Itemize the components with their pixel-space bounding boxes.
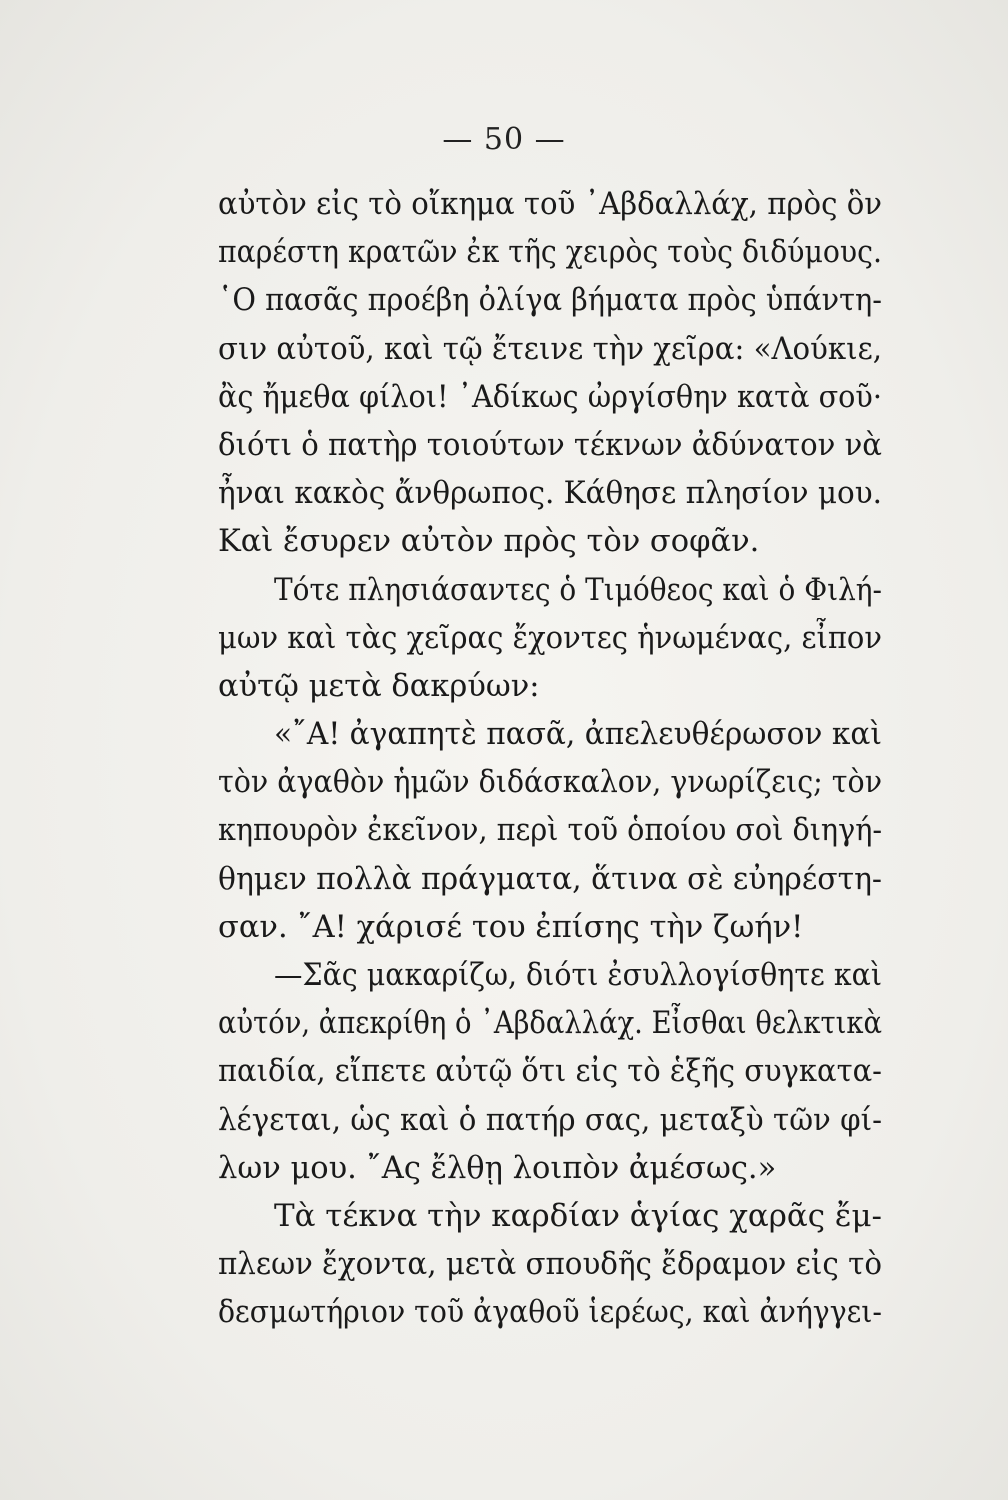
text-line bbox=[218, 807, 882, 855]
text-line bbox=[218, 1145, 882, 1193]
text-line-content: τὸν ἀγαθὸν ἡμῶν διδάσκαλον, γνωρίζεις; τὸν bbox=[218, 765, 883, 801]
text-line-content: ῾Ο πασᾶς προέβη ὀλίγα βήματα πρὸς ὑπάντη- bbox=[218, 283, 882, 319]
text-line bbox=[218, 567, 882, 615]
text-line bbox=[218, 518, 882, 566]
text-line-content: παιδία, εἴπετε αὐτῷ ὅτι εἰς τὸ ἑξῆς συγκατα- bbox=[218, 1054, 882, 1090]
text-line-content: κηπουρὸν ἐκεῖνον, περὶ τοῦ ὁποίου σοὶ διηγή- bbox=[218, 813, 883, 849]
text-line bbox=[218, 615, 882, 663]
text-line-content: λων μου. ῎Ας ἔλθῃ λοιπὸν ἀμέσως.» bbox=[218, 1150, 777, 1186]
text-line-content: ἂς ἤμεθα φίλοι! ᾿Αδίκως ὠργίσθην κατὰ σοῦ· bbox=[218, 379, 882, 415]
text-line-content: Καὶ ἔσυρεν αὐτὸν πρὸς τὸν σοφᾶν. bbox=[218, 524, 760, 560]
text-line-content: ἦναι κακὸς ἄνθρωπος. Κάθησε πλησίον μου. bbox=[218, 476, 883, 512]
text-line bbox=[218, 663, 882, 711]
text-line bbox=[218, 1000, 882, 1048]
text-line bbox=[218, 374, 882, 422]
text-line bbox=[218, 856, 882, 904]
text-line bbox=[218, 1193, 882, 1241]
text-line-content: Τότε πλησιάσαντες ὁ Τιμόθεος καὶ ὁ Φιλή- bbox=[274, 572, 882, 608]
text-line bbox=[218, 1241, 882, 1289]
body-text bbox=[218, 181, 882, 1338]
text-line bbox=[218, 1048, 882, 1096]
text-line-content: αὐτῷ μετὰ δακρύων: bbox=[218, 668, 540, 704]
text-line-content: αὐτὸν εἰς τὸ οἴκημα τοῦ ᾿Αβδαλλάχ, πρὸς ὃν bbox=[218, 187, 883, 222]
text-line bbox=[218, 181, 882, 229]
text-line-content: δεσμωτήριον τοῦ ἀγαθοῦ ἱερέως, καὶ ἀνήγγει- bbox=[218, 1295, 882, 1331]
text-line bbox=[218, 759, 882, 807]
text-line bbox=[218, 1097, 882, 1145]
text-line-content: διότι ὁ πατὴρ τοιούτων τέκνων ἀδύνατον νὰ bbox=[218, 427, 882, 463]
text-line-content: παρέστη κρατῶν ἐκ τῆς χειρὸς τοὺς διδύμους. bbox=[218, 235, 882, 271]
text-line-content: —Σᾶς μακαρίζω, διότι ἐσυλλογίσθητε καὶ bbox=[274, 958, 882, 993]
text-line-content: «῎Α! ἀγαπητὲ πασᾶ, ἀπελευθέρωσον καὶ bbox=[274, 717, 882, 753]
text-line-content: Τὰ τέκνα τὴν καρδίαν ἁγίας χαρᾶς ἔμ- bbox=[274, 1198, 882, 1234]
text-line-content: αὐτόν, ἀπεκρίθη ὁ ᾿Αβδαλλάχ. Εἶσθαι θελκτικὰ bbox=[218, 1006, 882, 1042]
text-line bbox=[218, 904, 882, 952]
text-line-content: θημεν πολλὰ πράγματα, ἅτινα σὲ εὐηρέστη- bbox=[218, 861, 883, 897]
page-number: — 50 — bbox=[442, 122, 566, 157]
text-line bbox=[218, 422, 882, 470]
text-line-content: λέγεται, ὡς καὶ ὁ πατήρ σας, μεταξὺ τῶν φί- bbox=[218, 1102, 883, 1138]
text-line bbox=[218, 229, 882, 277]
text-line bbox=[218, 711, 882, 759]
text-line bbox=[218, 952, 882, 1000]
text-line-content: πλεων ἔχοντα, μετὰ σπουδῆς ἔδραμον εἰς τὸ bbox=[218, 1247, 883, 1283]
text-line bbox=[218, 326, 882, 374]
text-line-content: σαν. ῎Α! χάρισέ του ἐπίσης τὴν ζωήν! bbox=[218, 909, 804, 945]
text-line bbox=[218, 277, 882, 325]
text-line-content: μων καὶ τὰς χεῖρας ἔχοντες ἡνωμένας, εἶπον bbox=[218, 620, 883, 656]
text-line bbox=[218, 470, 882, 518]
text-line bbox=[218, 1289, 882, 1337]
text-line-content: σιν αὐτοῦ, καὶ τῷ ἔτεινε τὴν χεῖρα: «Λούκιε, bbox=[218, 331, 883, 367]
